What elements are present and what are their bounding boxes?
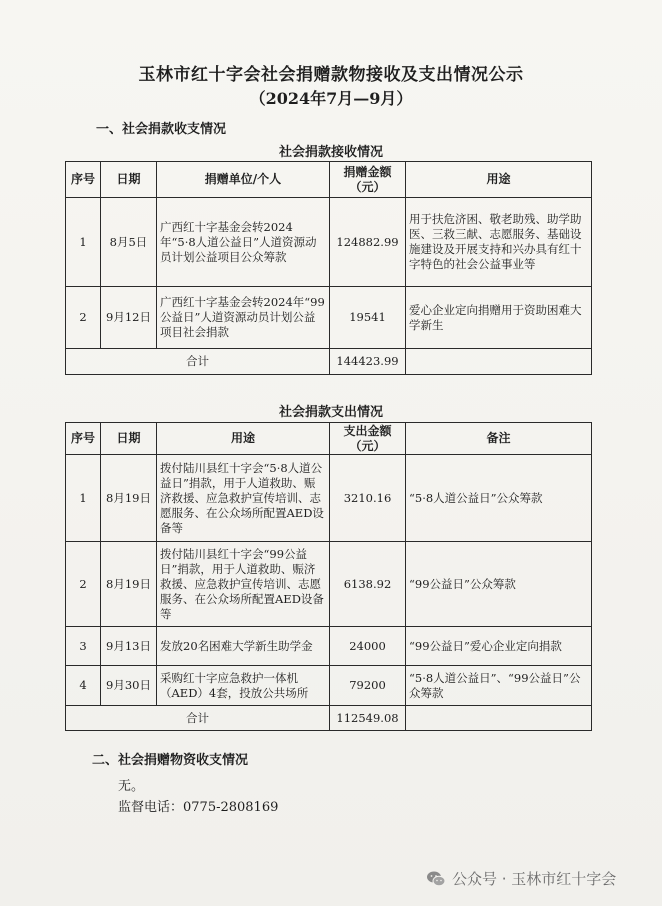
cell-note-text: “5·8人道公益日”、“99公益日”公众筹款 [409, 670, 581, 700]
wechat-icon [426, 870, 446, 888]
header-date: 日期 [101, 162, 157, 198]
cell-no: 1 [66, 455, 101, 542]
header-no: 序号 [66, 162, 101, 198]
header-purpose: 用途 [157, 423, 330, 455]
income-header-row [66, 162, 592, 198]
document-title: 玉林市红十字会社会捐赠款物接收及支出情况公示 [138, 65, 524, 85]
cell-purpose: 用于扶危济困、敬老助残、助学助医、三救三献、志愿服务、基础设施建设及开展支持和兴办具有红十字特色的社会公益事业等 [406, 198, 592, 287]
cell-date: 9月12日 [101, 287, 157, 349]
cell-no: 3 [66, 627, 101, 666]
cell-note [406, 666, 592, 706]
cell-purpose: 拨付陆川县红十字会“99公益日”捐款，用于人道救助、赈济救援、应急救护宣传培训、志愿服务、在公众场所配置AED设备等 [157, 542, 330, 627]
supervision-phone: 监督电话：0775-2808169 [118, 800, 279, 815]
cell-amount: 124882.99 [330, 198, 406, 287]
cell-no: 4 [66, 666, 101, 706]
total-empty [406, 706, 592, 731]
cell-no: 1 [66, 198, 101, 287]
cell-amount: 79200 [330, 666, 406, 706]
income-table [65, 161, 592, 375]
header-purpose: 用途 [406, 162, 592, 198]
cell-date: 9月30日 [101, 666, 157, 706]
cell-date: 8月19日 [101, 542, 157, 627]
goods-none-text: 无。 [118, 779, 145, 794]
total-amount: 112549.08 [330, 706, 406, 731]
table-row [66, 666, 592, 706]
cell-amount: 6138.92 [330, 542, 406, 627]
table-row [66, 627, 592, 666]
cell-note: “99公益日”公众筹款 [406, 542, 592, 627]
cell-date: 8月5日 [101, 198, 157, 287]
cell-purpose [157, 666, 330, 706]
table-row [66, 542, 592, 627]
header-amount: 捐赠金额（元） [330, 162, 406, 198]
expense-table [65, 422, 592, 731]
total-label: 合计 [66, 706, 330, 731]
header-no: 序号 [66, 423, 101, 455]
cell-no: 2 [66, 287, 101, 349]
cell-amount: 19541 [330, 287, 406, 349]
income-total-row [66, 349, 592, 375]
section-heading-donations: 一、社会捐款收支情况 [96, 122, 227, 137]
total-empty [406, 349, 592, 375]
table-row [66, 198, 592, 287]
cell-purpose: 爱心企业定向捐赠用于资助困难大学新生 [406, 287, 592, 349]
header-donor: 捐赠单位/个人 [157, 162, 330, 198]
cell-purpose: 发放20名困难大学新生助学金 [157, 627, 330, 666]
cell-amount: 3210.16 [330, 455, 406, 542]
expense-total-row [66, 706, 592, 731]
table-row [66, 287, 592, 349]
expense-table-caption: 社会捐款支出情况 [278, 405, 383, 420]
expense-header-row [66, 423, 592, 455]
section-heading-goods: 二、社会捐赠物资收支情况 [92, 753, 249, 768]
cell-purpose-text: 采购红十字应急救护一体机（AED）4套，投放公共场所 [160, 670, 309, 700]
cell-donor: 广西红十字基金会转2024年“5·8人道公益日”人道资源动员计划公益项目公众筹款 [157, 198, 330, 287]
table-row [66, 455, 592, 542]
income-table-caption: 社会捐款接收情况 [278, 145, 383, 160]
cell-date: 9月13日 [101, 627, 157, 666]
header-note: 备注 [406, 423, 592, 455]
cell-purpose: 拨付陆川县红十字会“5·8人道公益日”捐款，用于人道救助、赈济救援、应急救护宣传培训、志愿服务、在公众场所配置AED设备等 [157, 455, 330, 542]
cell-note: “5·8人道公益日”公众筹款 [406, 455, 592, 542]
cell-amount: 24000 [330, 627, 406, 666]
cell-donor: 广西红十字基金会转2024年“99公益日”人道资源动员计划公益项目社会捐款 [157, 287, 330, 349]
total-amount: 144423.99 [330, 349, 406, 375]
header-date: 日期 [101, 423, 157, 455]
cell-note: “99公益日”爱心企业定向捐款 [406, 627, 592, 666]
header-amount: 支出金额（元） [330, 423, 406, 455]
document-subtitle: （2024年7月—9月） [249, 89, 413, 108]
cell-no: 2 [66, 542, 101, 627]
watermark-text: 公众号 · 玉林市红十字会 [452, 870, 617, 888]
total-label: 合计 [66, 349, 330, 375]
cell-date: 8月19日 [101, 455, 157, 542]
wechat-watermark [426, 868, 616, 889]
